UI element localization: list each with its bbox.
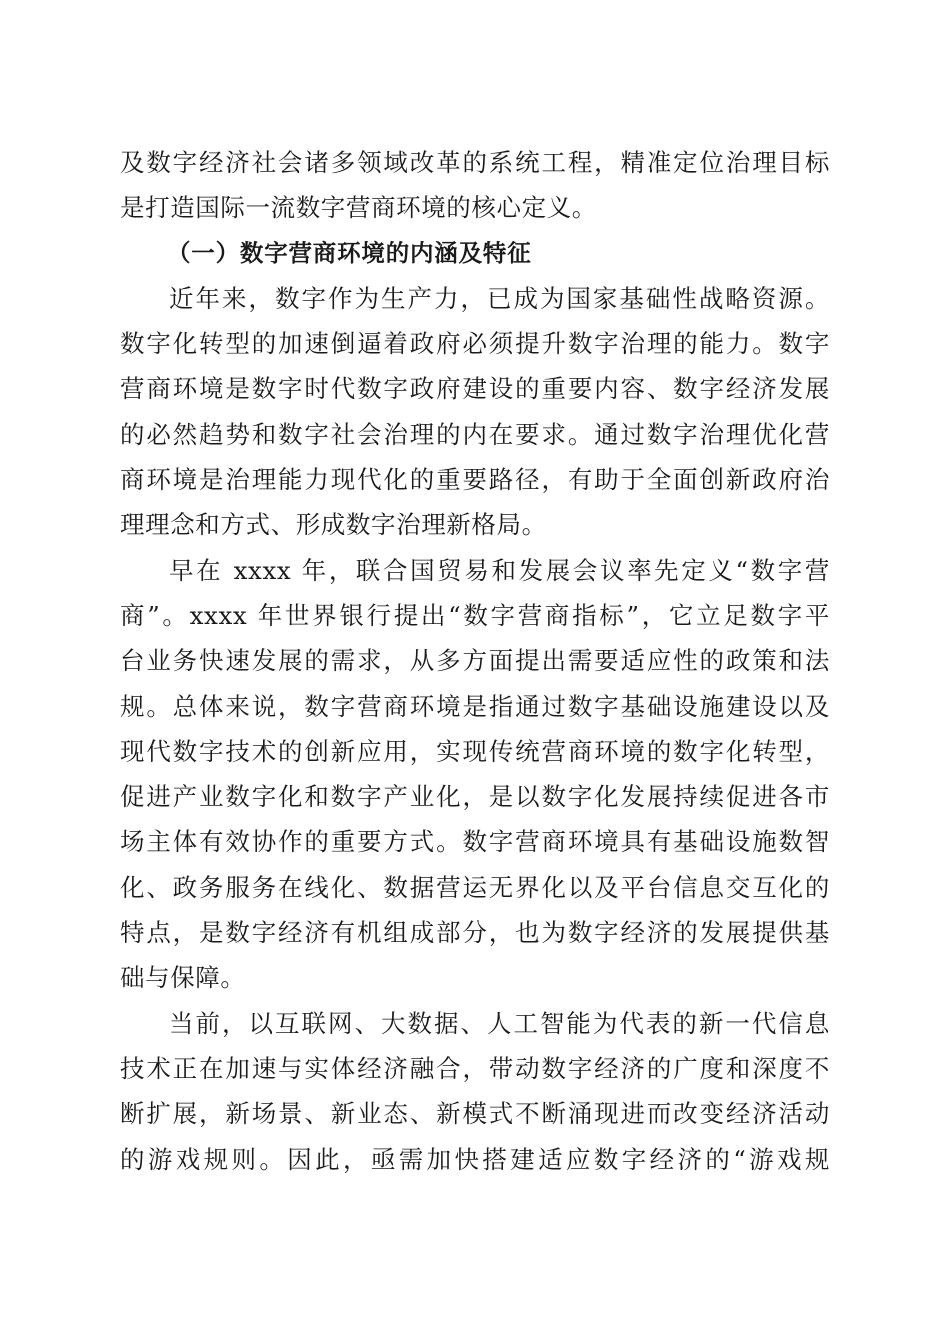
text-line: 当前，以互联网、大数据、人工智能为代表的新一代信息 <box>169 1008 830 1038</box>
text-line: 商环境是治理能力现代化的重要路径，有助于全面创新政府治 <box>120 465 830 495</box>
text-line: 早在 xxxx 年，联合国贸易和发展会议率先定义“数字营 <box>169 555 830 585</box>
text-line: 础与保障。 <box>120 963 246 993</box>
text-line: 促进产业数字化和数字产业化，是以数字化发展持续促进各市 <box>120 782 830 812</box>
text-line: 营商环境是数字时代数字政府建设的重要内容、数字经济发展 <box>120 374 830 404</box>
intro-paragraph <box>120 140 830 231</box>
text-line: 理理念和方式、形成数字治理新格局。 <box>120 510 547 540</box>
document-body <box>120 140 830 1182</box>
text-line: 是打造国际一流数字营商环境的核心定义。 <box>120 193 597 223</box>
paragraph-1 <box>120 276 830 548</box>
text-line: 特点，是数字经济有机组成部分，也为数字经济的发展提供基 <box>120 918 830 948</box>
text-line: 规。总体来说，数字营商环境是指通过数字基础设施建设以及 <box>120 691 830 721</box>
text-line: 近年来，数字作为生产力，已成为国家基础性战略资源。 <box>169 283 830 313</box>
text-line: 化、政务服务在线化、数据营运无界化以及平台信息交互化的 <box>120 872 830 902</box>
text-line: 现代数字技术的创新应用，实现传统营商环境的数字化转型， <box>120 736 830 766</box>
paragraph-3 <box>120 1001 830 1182</box>
text-line: 断扩展，新场景、新业态、新模式不断涌现进而改变经济活动 <box>120 1099 830 1129</box>
text-line: 技术正在加速与实体经济融合，带动数字经济的广度和深度不 <box>120 1053 830 1083</box>
text-line: 的游戏规则。因此，亟需加快搭建适应数字经济的“游戏规 <box>120 1144 830 1174</box>
text-line: 及数字经济社会诸多领域改革的系统工程，精准定位治理目标 <box>120 148 830 177</box>
section-heading: （一）数字营商环境的内涵及特征 <box>167 238 532 267</box>
text-line: 数字化转型的加速倒逼着政府必须提升数字治理的能力。数字 <box>120 329 830 359</box>
text-line: 商”。xxxx 年世界银行提出“数字营商指标”，它立足数字平 <box>120 600 830 630</box>
paragraph-2 <box>120 548 830 1001</box>
text-line: 的必然趋势和数字社会治理的内在要求。通过数字治理优化营 <box>120 419 830 449</box>
text-line: 场主体有效协作的重要方式。数字营商环境具有基础设施数智 <box>120 827 830 857</box>
text-line: 台业务快速发展的需求，从多方面提出需要适应性的政策和法 <box>120 646 830 676</box>
